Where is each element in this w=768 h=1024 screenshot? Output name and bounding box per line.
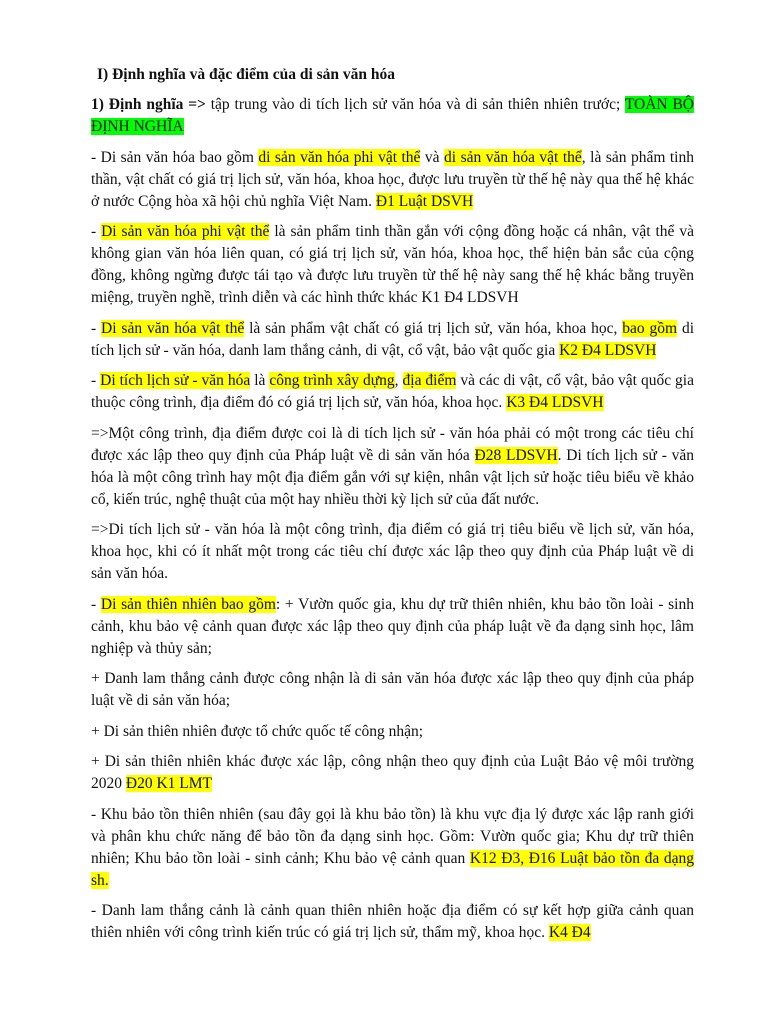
paragraph-natural-heritage xyxy=(91,594,694,660)
text-run: : + Vườn quốc gia, khu dự trữ thiên nhiên, khu bảo tồn loài - sinh cảnh, khu bảo vệ cảnh quan được xác lập theo quy định của pháp luật về đa dạng sinh học, lâm nghiệp và thủy sản; xyxy=(91,595,694,657)
text-run: - xyxy=(91,319,102,337)
text-run: =>Một công trình, địa điểm được coi là di tích lịch sử - văn hóa phải có một trong các tiêu chí được xác lập theo quy định của Pháp luật về di sản văn hóa xyxy=(91,424,694,464)
yellow-highlight: di sản văn hóa vật thể xyxy=(444,148,582,166)
paragraph-scenic-spot xyxy=(91,900,694,944)
yellow-highlight: K12 Đ3, Đ16 Luật bảo tồn đa dạng sh. xyxy=(91,849,694,889)
text-run: . Di tích lịch sử - văn hóa là một công trình hay một địa điểm gắn với sự kiện, nhân vật lịch sử hoặc tiêu biểu về khảo cổ, kiến trúc, nghệ thuật của một hay nhiều thời kỳ lịch sử của đất nước. xyxy=(91,446,694,508)
text-run: , xyxy=(394,372,403,389)
paragraph-international-item: + Di sản thiên nhiên được tổ chức quốc tế công nhận; xyxy=(91,722,424,740)
paragraph-scenic-spot-item: + Danh lam thắng cảnh được công nhận là di sản văn hóa được xác lập theo quy định của pháp luật về di sản văn hóa; xyxy=(91,670,694,709)
yellow-highlight: di sản văn hóa phi vật thể xyxy=(258,148,421,166)
section-heading: I) Định nghĩa và đặc điểm của di sản văn hóa xyxy=(97,66,396,83)
yellow-highlight: K2 Đ4 LDSVH xyxy=(559,341,657,359)
text-run: là xyxy=(250,372,270,389)
text-run: - Di sản văn hóa bao gồm xyxy=(91,148,259,166)
yellow-highlight: Đ28 LDSVH xyxy=(474,446,558,464)
text-run: - Khu bảo tồn thiên nhiên (sau đây gọi là khu bảo tồn) là khu vực địa lý được xác lập ranh giới và phân khu chức năng để bảo tồn đa dạng sinh học. Gồm: Vườn quốc gia; Khu dự trữ thiên nhiên; Khu bảo tồn loài - sinh cảnh; Khu bảo vệ cảnh quan xyxy=(91,805,694,867)
text-run: và xyxy=(420,148,445,166)
paragraph-cultural-heritage xyxy=(91,147,694,213)
yellow-highlight: công trình xây dựng xyxy=(269,372,395,389)
yellow-highlight: K3 Đ4 LDSVH xyxy=(506,394,604,411)
yellow-highlight: địa điểm xyxy=(402,372,457,389)
paragraph-definition xyxy=(91,94,694,138)
text-run: - xyxy=(91,223,102,240)
paragraph-historical-relic xyxy=(91,370,694,414)
paragraph-relic-criteria xyxy=(91,423,694,511)
text-run: + Di sản thiên nhiên khác được xác lập, công nhận theo quy định của Luật Bảo vệ môi trường 2020 xyxy=(91,753,694,792)
text-run: - xyxy=(91,595,101,613)
paragraph-nature-reserve xyxy=(91,804,694,892)
text-run: là sản phẩm vật chất có giá trị lịch sử, văn hóa, khoa học, xyxy=(244,319,623,337)
text-run: tập trung vào di tích lịch sử văn hóa và di sản thiên nhiên trước; xyxy=(205,96,625,113)
yellow-highlight: Di tích lịch sử - văn hóa xyxy=(100,372,251,389)
yellow-highlight: Di sản văn hóa phi vật thể xyxy=(101,223,270,240)
text-run: và các di vật, cổ vật, bảo vật quốc gia thuộc công trình, địa điểm đó có giá trị lịch sử, văn hóa, khoa học. xyxy=(91,372,694,411)
yellow-highlight: Đ1 Luật DSVH xyxy=(375,192,474,210)
yellow-highlight: Di sản văn hóa vật thể xyxy=(101,319,245,337)
paragraph-relic-summary: =>Di tích lịch sử - văn hóa là một công trình, địa điểm có giá trị tiêu biểu về lịch sử, văn hóa, khoa học, khi có ít nhất một trong các tiêu chí được xác lập theo quy định của Pháp luật về di sản văn hóa. xyxy=(91,521,694,582)
yellow-highlight: K4 Đ4 xyxy=(548,924,591,941)
paragraph-intangible-heritage xyxy=(91,221,694,309)
paragraph-tangible-heritage xyxy=(91,318,694,362)
text-run: , là sản phẩm tinh thần, vật chất có giá trị lịch sử, văn hóa, khoa học, được lưu truyền từ thế hệ này qua thế hệ khác ở nước Cộng hòa xã hội chủ nghĩa Việt Nam. xyxy=(91,148,694,210)
yellow-highlight: Di sản thiên nhiên bao gồm xyxy=(100,595,276,613)
paragraph-other-natural-item xyxy=(91,751,694,795)
definition-label: 1) Định nghĩa => xyxy=(91,96,206,113)
text-run: - xyxy=(91,372,101,389)
text-run: - Danh lam thắng cảnh là cảnh quan thiên nhiên hoặc địa điểm có sự kết hợp giữa cảnh quan thiên nhiên với công trình kiến trúc có giá trị lịch sử, thẩm mỹ, khoa học. xyxy=(91,902,694,941)
text-run: là sản phẩm tinh thần gắn với cộng đồng hoặc cá nhân, vật thể và không gian văn hóa liên quan, có giá trị lịch sử, văn hóa, khoa học, thể hiện bản sắc của cộng đồng, không ngừng được tái tạo và được lưu truyền từ thế hệ này sang thế hệ khác bằng truyền miệng, truyền nghề, trình diễn và các hình thức khác K1 Đ4 LDSVH xyxy=(91,223,694,306)
yellow-highlight: Đ20 K1 LMT xyxy=(125,775,212,792)
text-run: di tích lịch sử - văn hóa, danh lam thắng cảnh, di vật, cổ vật, bảo vật quốc gia xyxy=(91,319,695,359)
green-highlight: TOÀN BỘ ĐỊNH NGHĨA xyxy=(91,96,694,135)
yellow-highlight: bao gồm xyxy=(622,319,678,337)
